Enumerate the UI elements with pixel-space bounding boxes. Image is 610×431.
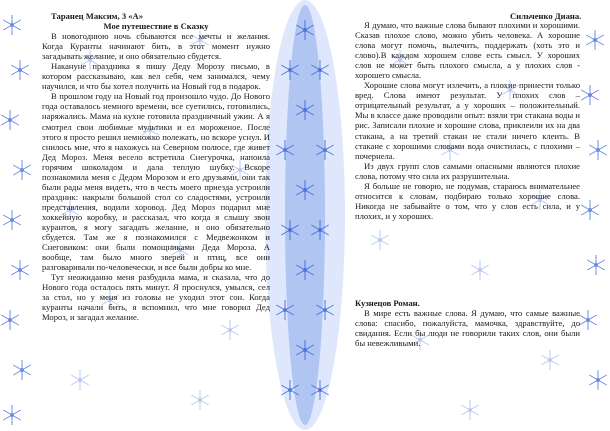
left-title: Мое путешествие в Сказку <box>103 21 209 32</box>
right-page-text-2 <box>355 298 580 348</box>
right-author-1: Сильченко Диана. <box>510 11 582 21</box>
left-paragraph-2: Накануне праздника я пишу Деду Морозу письмо, в котором рассказываю, как вел себя, чем занимался, чему научился, и что бы хотел получить на Новый год в подарок. <box>42 61 270 92</box>
left-page-text <box>42 11 270 322</box>
right-paragraph-3: Из двух групп слов самыми опасными являются плохие слова, потому что сила их разрушительна. <box>355 160 580 181</box>
left-author: Таранец Максим, 3 «А» <box>51 11 144 21</box>
right-page-text-1 <box>355 20 580 221</box>
right-author-2: Кузнецов Роман. <box>355 298 420 308</box>
right-paragraph-2: Хорошие слова могут излечить, а плохие принести только вред. Слова имеют результат. У плохих слов – отрицательный результат, а у хороших – положительный. Мы в классе даже проводили опыт: взяли три стакана воды и рис. Записали плохие и хорошие слова, приклеили их на два стакана, а на третий стакан не стали ничего клеить. В стакане с хорошими словами вода очистилась, с плохими – почернела. <box>355 80 580 161</box>
left-paragraph-3: В прошлом году на Новый год произошло чудо. До Нового года оставалось немного времени, все суетились, готовились, наряжались. Мама на кухне готовила праздничный ужин. А я смотрел свои любимые мультики и ел мороженое. После этого я просто решил немножко полежать, но вскоре уснул. И снилось мне, что я нахожусь на Северном полюсе, где живет Дед Мороз. Меня весело встретила Снегурочка, напоила горячим шоколадом и дала теплую шубку. Вскоре познакомила меня с Дедом Морозом и его друзьями, они так были рады меня видеть, что в честь моего приезда устроили праздник: накрыли большой стол со сладостями, устроили представления, водили хоровод. Дед Мороз подарил мне хоккейную коробку, и рассказал, что когда я слышу звон курантов, я могу загадать желание, и оно обязательно сбудется. Там же я познакомился с Медвежонком и Снеговиком: они были помощниками Деда Мороза. А вообще, там было много зверей и птиц, все они разговаривали по-человечески, и все были добры ко мне. <box>42 91 270 273</box>
right-paragraph-1: Я думаю, что важные слова бывают плохими и хорошими. Сказав плохое слово, можно убить человека. А хорошие слова могут помочь, вылечить, поддержать (хоть это и слово).В каждом хорошем слове есть смысл. У хороших слов не может быть плохого смысла, а у плохих слов - хорошего смысла. <box>355 20 580 81</box>
right-paragraph-5: В мире есть важные слова. Я думаю, что самые важные слова: спасибо, пожалуйста, мамочка, здравствуйте, до свидания. Если бы люди не говорили таких слов, они были бы невежливыми. <box>355 308 580 349</box>
left-paragraph-4: Тут неожиданно меня разбудила мама, и сказала, что до Нового года осталось пять минут. Я проснулся, умылся, сел за стол, но у меня из головы не уходил этот сон. Когда куранты начали бить, я вспомнил, что мне говорил Дед Мороз, и загадал желание. <box>42 272 270 323</box>
left-paragraph-1: В новогоднюю ночь сбываются все мечты и желания. Когда Куранты начинают бить, в этот момент нужно загадывать желание, и оно обязательно сбудется. <box>42 31 270 62</box>
right-paragraph-4: Я больше не говорю, не подумав, стараюсь внимательнее относится к словам, подбираю только хорошие слова. Никогда не забывайте о том, что у слов есть сила, и у плохих, и у хороших. <box>355 180 580 221</box>
